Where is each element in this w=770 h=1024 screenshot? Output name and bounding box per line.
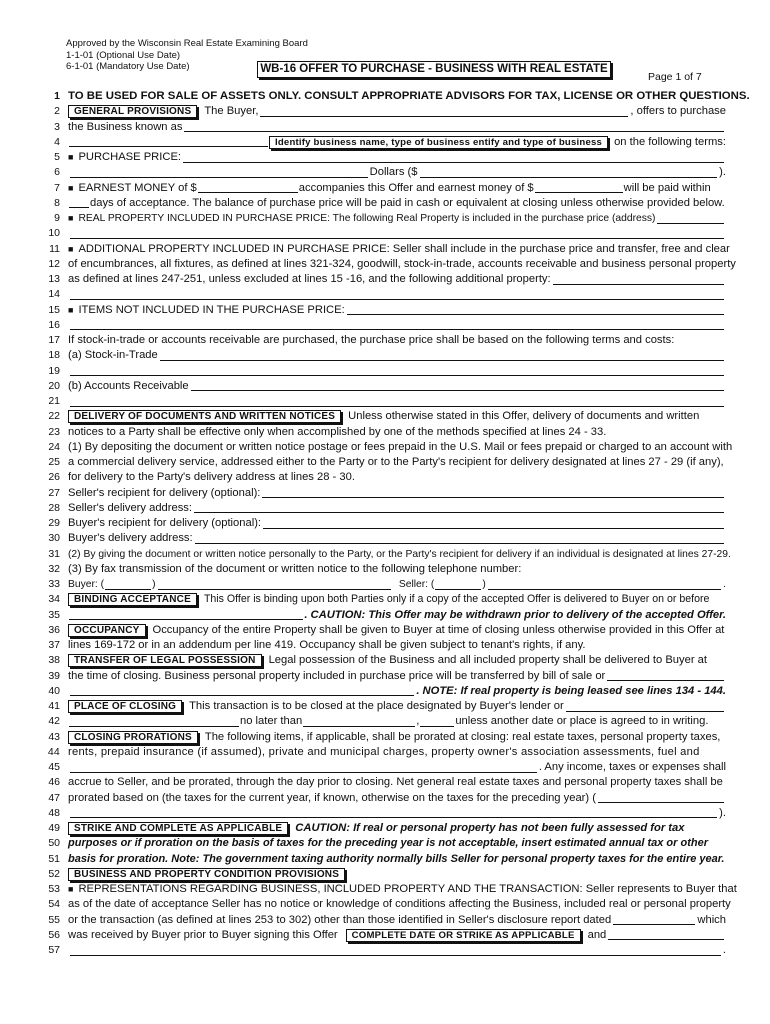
strike-and-complete-label: STRIKE AND COMPLETE AS APPLICABLE: [68, 822, 288, 835]
accounts-receivable-field[interactable]: [191, 381, 724, 391]
complete-date-label: COMPLETE DATE OR STRIKE AS APPLICABLE: [346, 929, 581, 942]
form-text: which: [697, 913, 726, 926]
line-number: 38: [48, 654, 60, 667]
form-line: [36, 867, 726, 882]
form-line: [36, 272, 726, 287]
buyer-recipient-field[interactable]: [263, 519, 724, 529]
form-line: [36, 547, 731, 562]
form-text: Seller's delivery address:: [68, 501, 193, 514]
business-description-field[interactable]: [69, 137, 268, 147]
form-text: Buyer's delivery address:: [68, 532, 193, 545]
form-text: on the following terms:: [614, 135, 726, 148]
form-text: no later than: [240, 715, 303, 728]
accounts-receivable-continued-field[interactable]: [70, 397, 724, 407]
form-text: Unless otherwise stated in this Offer, delivery of documents and written: [348, 410, 700, 423]
form-line: [36, 379, 726, 394]
buyer-address-field[interactable]: [195, 534, 724, 544]
form-line: [36, 196, 726, 211]
form-text: CAUTION: If real or personal property has not been fully assessed for tax: [295, 822, 685, 834]
line-number: 23: [48, 425, 60, 438]
line-number: 40: [48, 684, 60, 697]
line-number: 4: [54, 135, 60, 148]
form-text: REAL PROPERTY INCLUDED IN PURCHASE PRICE: The following Real Property is included in the purchase price (address): [78, 213, 656, 224]
buyer-fax-area-field[interactable]: [105, 580, 151, 590]
line-number: 33: [48, 578, 60, 590]
price-words-field[interactable]: [70, 168, 368, 178]
seller-address-field[interactable]: [194, 503, 724, 513]
form-line: [36, 89, 750, 104]
form-text: TO BE USED FOR SALE OF ASSETS ONLY. CONSULT APPROPRIATE ADVISORS FOR TAX, LICENSE OR OTHER QUESTIONS.: [68, 90, 750, 102]
form-line: [36, 638, 726, 653]
line-number: 7: [54, 181, 60, 194]
form-line: [36, 821, 726, 836]
line-number: 43: [48, 730, 60, 743]
line-number: 39: [48, 669, 60, 682]
form-line: [36, 226, 726, 241]
line-number: 21: [48, 395, 60, 407]
form-line: [36, 333, 726, 348]
form-line: [36, 486, 726, 501]
form-line: [36, 623, 726, 638]
items-not-included-field[interactable]: [347, 305, 724, 315]
closing-place-continued-field[interactable]: [69, 717, 239, 727]
line-number: 20: [48, 379, 60, 392]
real-property-continued-field[interactable]: [70, 229, 724, 239]
form-text: ).: [719, 806, 726, 819]
page-number: Page 1 of 7: [648, 71, 702, 83]
line-number: 56: [48, 928, 60, 941]
form-text: The following items, if applicable, shall be prorated at closing: real estate taxes, personal property taxes,: [204, 730, 721, 743]
form-line: [36, 699, 726, 714]
form-text: unless another date or place is agreed to in writing.: [455, 715, 709, 728]
form-line: [36, 257, 736, 272]
acceptance-deadline-field[interactable]: [69, 610, 303, 620]
line-number: 29: [48, 517, 60, 529]
form-text: Legal possession of the Business and all included property shall be delivered to Buyer at: [268, 654, 708, 667]
line-number: 6: [54, 166, 60, 179]
line-number: 2: [54, 105, 60, 118]
form-text: and: [587, 928, 607, 941]
line-number: 26: [48, 471, 60, 484]
bullet-square-icon: ■: [68, 243, 74, 254]
line-number: 37: [48, 639, 60, 651]
form-line: [36, 440, 733, 455]
form-body: [36, 89, 750, 958]
closing-place-field[interactable]: [566, 702, 724, 712]
form-text: , offers to purchase: [630, 105, 726, 118]
form-text: Occupancy of the entire Property shall be given to Buyer at time of closing unless otherwise provided in this Offer at: [152, 623, 725, 636]
section-binding-acceptance: BINDING ACCEPTANCE: [68, 593, 197, 606]
line-number: 48: [48, 806, 60, 819]
form-text: lines 169-172 or in an addendum per line 419. Occupancy shall be given subject to tenant's rights, if any.: [68, 639, 586, 651]
line-number: 31: [48, 547, 60, 560]
line-number: 11: [49, 242, 60, 255]
form-text: as of the date of acceptance Seller has no notice or knowledge of conditions affecting the Business, included real or personal property: [68, 898, 731, 911]
form-line: [36, 562, 726, 577]
items-not-included-continued-field[interactable]: [70, 320, 724, 330]
form-line: [36, 150, 726, 165]
form-text: or the transaction (as defined at lines 253 to 302) other than those identified in Seller's disclosure report dated: [68, 913, 612, 926]
form-text: will be paid within: [623, 181, 711, 194]
form-text: the Business known as: [68, 120, 183, 133]
section-business-and-property-condition: BUSINESS AND PROPERTY CONDITION PROVISIONS: [68, 868, 345, 881]
buyer-name-field[interactable]: [260, 107, 628, 117]
form-line: [36, 470, 726, 485]
approval-optional-date: 1-1-01 (Optional Use Date): [66, 49, 181, 61]
form-text: Buyer: (: [68, 579, 105, 590]
seller-fax-field[interactable]: [488, 580, 721, 590]
approval-mandatory-date: 6-1-01 (Mandatory Use Date): [66, 61, 190, 72]
line-number: 12: [48, 257, 60, 270]
line-number: 32: [48, 562, 60, 575]
form-line: [36, 653, 726, 668]
form-text: Seller: (: [398, 579, 435, 590]
additional-property-field[interactable]: [553, 275, 724, 285]
form-line: [36, 897, 731, 912]
form-line: [36, 104, 726, 119]
line-number: 27: [48, 486, 60, 499]
real-property-address-field[interactable]: [657, 214, 724, 224]
form-line: [36, 791, 726, 806]
line-number: 54: [48, 898, 60, 911]
form-line: [36, 165, 726, 180]
line-number: 51: [48, 852, 60, 865]
section-closing-prorations: CLOSING PRORATIONS: [68, 731, 198, 744]
form-text: was received by Buyer prior to Buyer signing this Offer: [68, 928, 338, 941]
form-line: [36, 303, 726, 318]
form-line: [36, 120, 726, 135]
line-number: 16: [48, 318, 60, 331]
form-line: [36, 394, 726, 409]
stock-in-trade-field[interactable]: [160, 351, 724, 361]
form-text: EARNEST MONEY of $: [78, 181, 197, 194]
stock-in-trade-continued-field[interactable]: [70, 366, 724, 376]
form-line: [36, 714, 726, 729]
earnest-money-field[interactable]: [198, 183, 298, 193]
form-text: . CAUTION: This Offer may be withdrawn prior to delivery of the accepted Offer.: [304, 608, 726, 621]
form-text: basis for proration. Note: The government taxing authority normally bills Seller for personal property taxes for the entire year.: [68, 852, 725, 865]
line-number: 9: [54, 212, 60, 224]
form-line: [36, 882, 737, 897]
form-text: purposes or if proration on the basis of taxes for the preceding year is not acceptable, insert estimated annual tax or other: [68, 837, 708, 850]
approval-line: Approved by the Wisconsin Real Estate Examining Board: [66, 38, 308, 49]
form-title: WB-16 OFFER TO PURCHASE - BUSINESS WITH REAL ESTATE: [257, 61, 611, 78]
line-number: 46: [48, 776, 60, 789]
section-occupancy: OCCUPANCY: [68, 624, 146, 637]
line-number: 10: [48, 227, 60, 240]
form-line: [36, 852, 726, 867]
line-number: 19: [48, 364, 60, 377]
line-number: 35: [48, 608, 60, 621]
buyer-fax-field[interactable]: [158, 580, 391, 590]
additional-earnest-field[interactable]: [535, 183, 623, 193]
form-line: [36, 516, 726, 531]
business-name-field[interactable]: [184, 122, 724, 132]
disclosure-continued-field[interactable]: [70, 946, 721, 956]
line-number: 47: [48, 791, 60, 804]
form-text: ): [482, 579, 486, 590]
form-line: [36, 181, 726, 196]
form-text: Seller's recipient for delivery (optional):: [68, 486, 261, 499]
form-text: The Buyer,: [204, 105, 259, 118]
form-text: This transaction is to be closed at the place designated by Buyer's lender or: [189, 700, 564, 712]
section-place-of-closing: PLACE OF CLOSING: [68, 700, 182, 713]
proration-basis-continued-field[interactable]: [70, 808, 717, 818]
line-number: 8: [54, 196, 60, 209]
line-number: 52: [48, 867, 60, 880]
form-line: [36, 760, 726, 775]
line-number: 1: [54, 90, 60, 102]
form-line: [36, 577, 726, 592]
form-text: accrue to Seller, and be prorated, through the day prior to closing. Net general real estate taxes and personal property taxes shall be: [68, 776, 723, 789]
form-text: .: [723, 579, 727, 590]
form-line: [36, 684, 726, 699]
form-text: (b) Accounts Receivable: [68, 379, 189, 392]
form-text: notices to a Party shall be effective only when accomplished by one of the methods specified at lines 24 - 33.: [68, 425, 607, 438]
line-number: 50: [48, 837, 60, 850]
form-text: . NOTE: If real property is being leased see lines 134 - 144.: [416, 684, 726, 697]
form-text: ,: [416, 715, 420, 728]
form-line: [36, 730, 726, 745]
form-text: ).: [719, 166, 726, 179]
proration-items-field[interactable]: [70, 763, 537, 773]
bullet-square-icon: ■: [68, 152, 74, 162]
additional-property-continued-field[interactable]: [70, 290, 724, 300]
line-number: 36: [48, 623, 60, 636]
form-line: [36, 455, 726, 470]
bullet-square-icon: ■: [68, 884, 74, 894]
form-line: [36, 943, 726, 958]
form-text: This Offer is binding upon both Parties only if a copy of the accepted Offer is delivered to Buyer on or before: [203, 593, 710, 606]
line-number: 53: [48, 883, 60, 895]
price-amount-field[interactable]: [420, 168, 718, 178]
section-transfer-of-legal-possession: TRANSFER OF LEGAL POSSESSION: [68, 654, 262, 667]
form-line: [36, 135, 726, 150]
line-number: 28: [48, 501, 60, 514]
identify-business-label: Identify business name, type of business entify and type of business: [269, 136, 608, 149]
form-text: .: [722, 944, 726, 956]
form-text: prorated based on (the taxes for the current year, if known, otherwise on the taxes for the preceding year) (: [68, 791, 596, 804]
transfer-method-continued-field[interactable]: [70, 686, 414, 696]
form-line: [36, 364, 726, 379]
form-line: [36, 531, 726, 546]
line-number: 18: [48, 349, 60, 362]
line-number: 3: [54, 120, 60, 133]
form-text: ITEMS NOT INCLUDED IN THE PURCHASE PRICE:: [78, 303, 345, 316]
form-line: [36, 806, 726, 821]
proration-basis-field[interactable]: [598, 793, 724, 803]
form-line: [36, 287, 726, 302]
seller-fax-area-field[interactable]: [435, 580, 481, 590]
form-text: a commercial delivery service, addressed either to the Party or to the Party's recipient for delivery designated at lines 27 - 29 (if any),: [68, 456, 724, 468]
form-text: PURCHASE PRICE:: [78, 151, 182, 163]
form-line: [36, 669, 726, 684]
form-line: [36, 928, 726, 943]
line-number: 57: [48, 944, 60, 956]
form-line: [36, 913, 726, 928]
line-number: 41: [48, 700, 60, 712]
form-line: [36, 501, 726, 516]
form-text: rents, prepaid insurance (if assumed), private and municipal charges, property owner's association assessments, fuel and: [68, 745, 700, 758]
form-text: (3) By fax transmission of the document or written notice to the following telephone number:: [68, 562, 522, 575]
purchase-price-field[interactable]: [183, 153, 724, 163]
disclosure-report-date-field[interactable]: [613, 915, 695, 925]
form-line: [36, 608, 726, 623]
form-text: for delivery to the Party's delivery address at lines 28 - 30.: [68, 471, 355, 484]
form-line: [36, 592, 726, 607]
form-text: as defined at lines 247-251, unless excluded at lines 15 -16, and the following additional property:: [68, 273, 551, 285]
form-line: [36, 318, 726, 333]
line-number: 15: [48, 303, 60, 316]
form-line: [36, 745, 726, 760]
line-number: 5: [54, 151, 60, 163]
days-field[interactable]: [69, 198, 89, 208]
line-number: 49: [48, 822, 60, 834]
bullet-square-icon: ■: [68, 304, 74, 315]
form-line: [36, 836, 726, 851]
line-number: 30: [48, 532, 60, 545]
line-number: 13: [48, 273, 60, 285]
form-text: accompanies this Offer and earnest money of $: [298, 181, 534, 194]
section-general-provisions: GENERAL PROVISIONS: [68, 105, 197, 118]
closing-year-field[interactable]: [420, 717, 454, 727]
form-text: . Any income, taxes or expenses shall: [538, 761, 726, 773]
form-text: Dollars ($: [369, 166, 418, 179]
closing-date-field[interactable]: [303, 717, 415, 727]
transfer-method-field[interactable]: [607, 671, 724, 681]
form-text: REPRESENTATIONS REGARDING BUSINESS, INCLUDED PROPERTY AND THE TRANSACTION: Seller represents to Buyer that: [78, 883, 737, 895]
form-text: (2) By giving the document or written notice personally to the Party, or the Party's recipient for delivery if an individual is designated at lines 27-29.: [68, 548, 731, 560]
line-number: 55: [48, 913, 60, 926]
form-line: [36, 348, 726, 363]
bullet-square-icon: ■: [68, 182, 74, 193]
seller-recipient-field[interactable]: [262, 488, 724, 498]
line-number: 24: [48, 440, 60, 453]
form-line: [36, 775, 726, 790]
form-line: [36, 242, 730, 257]
line-number: 42: [48, 715, 60, 728]
bullet-square-icon: ■: [68, 213, 74, 223]
form-line: [36, 211, 726, 226]
form-text: of encumbrances, all fixtures, as defined at lines 321-324, goodwill, stock-in-trade, accounts receivable and business personal property: [68, 257, 736, 270]
form-text: Buyer's recipient for delivery (optional):: [68, 517, 262, 529]
line-number: 45: [48, 761, 60, 773]
form-line: [36, 425, 726, 440]
form-text: (a) Stock-in-Trade: [68, 349, 158, 362]
line-number: 44: [47, 745, 60, 758]
form-line: [36, 409, 726, 424]
form-text: ): [152, 579, 156, 590]
line-number: 14: [48, 288, 60, 301]
form-text: ADDITIONAL PROPERTY INCLUDED IN PURCHASE PRICE: Seller shall include in the purchase price and transfer, free and clear: [78, 242, 730, 255]
section-delivery-of-documents: DELIVERY OF DOCUMENTS AND WRITTEN NOTICES: [68, 410, 341, 423]
form-text: days of acceptance. The balance of purchase price will be paid in cash or equivalent at closing unless otherwise provided below.: [90, 196, 725, 209]
disclosure-other-field[interactable]: [608, 930, 724, 940]
form-text: (1) By depositing the document or written notice postage or fees prepaid in the U.S. Mail or fees prepaid or charged to an account with: [68, 440, 733, 453]
form-text: If stock-in-trade or accounts receivable are purchased, the purchase price shall be based on the following terms and costs:: [68, 334, 675, 346]
form-text: the time of closing. Business personal property included in purchase price will be transferred by bill of sale or: [68, 669, 606, 682]
line-number: 25: [48, 456, 60, 468]
line-number: 17: [48, 334, 60, 346]
line-number: 22: [48, 410, 60, 423]
line-number: 34: [48, 593, 60, 606]
